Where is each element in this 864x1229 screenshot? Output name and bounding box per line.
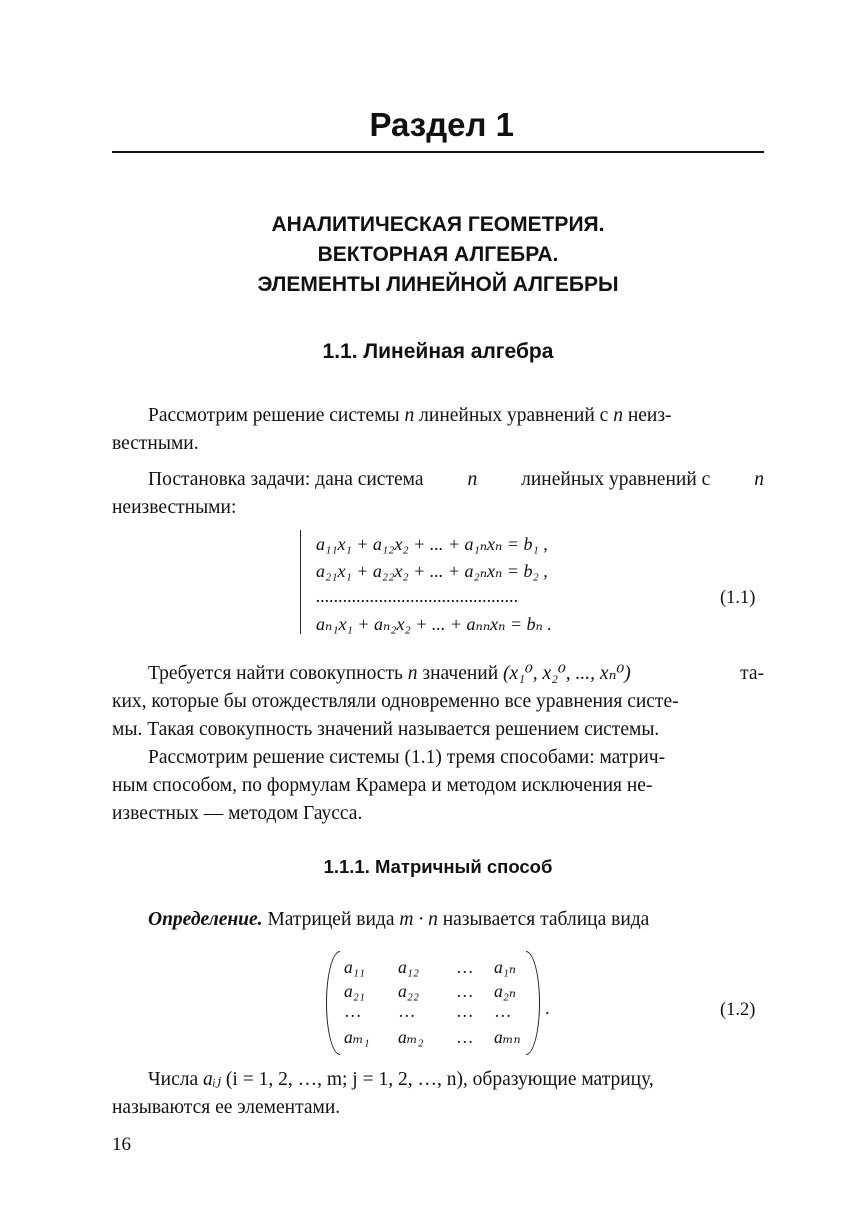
equation-number-1-2: (1.2): [720, 1000, 756, 1020]
p5-line2: называются ее элементами.: [112, 1097, 341, 1118]
p2-n-2: n: [754, 469, 764, 490]
p5-line1b: (i = 1, 2, …, m; j = 1, 2, …, n), образующие матрицу,: [225, 1069, 654, 1090]
p2-text-b: линейных уравнений с: [521, 469, 711, 490]
p4-line3: известных — методом Гаусса.: [112, 803, 363, 824]
p3-line1b: значений: [422, 663, 499, 684]
matrix-left-paren: [326, 951, 340, 1055]
p4-line2: ным способом, по формулам Крамера и методом исключения не-: [112, 775, 653, 796]
definition-text-a: Матрицей вида: [267, 909, 395, 930]
matrix-cell: a₁₁: [344, 957, 365, 977]
definition-label: Определение.: [148, 909, 263, 930]
p3-line1c: та-: [740, 663, 764, 684]
section-title: 1.1. Линейная алгебра: [322, 340, 554, 363]
p1-text-b: линейных уравнений с: [419, 405, 609, 426]
p2-text-a: Постановка задачи: дана система: [148, 469, 424, 490]
matrix-cell: …: [456, 1001, 475, 1021]
matrix-cell: aₘₙ: [494, 1027, 521, 1047]
matrix-right-paren: [526, 951, 540, 1055]
part-title: [112, 210, 764, 300]
part-title-line-2: ВЕКТОРНАЯ АЛГЕБРА.: [317, 243, 559, 266]
paragraph-intro: [112, 402, 764, 458]
paragraph-problem-statement: [112, 466, 764, 522]
matrix-cell: a₁ₙ: [494, 957, 516, 977]
equation-system: [300, 530, 600, 640]
definition-text-b: называется таблица вида: [442, 909, 650, 930]
definition-expr: m · n: [399, 909, 438, 930]
paragraph-elements: [112, 1066, 764, 1122]
matrix-cell: …: [398, 1001, 417, 1021]
chapter-title: Раздел 1: [369, 106, 514, 143]
matrix-cell: …: [456, 981, 475, 1001]
matrix-cell: a₂₂: [398, 981, 419, 1001]
p4-line1: Рассмотрим решение системы (1.1) тремя способами: матрич-: [148, 747, 666, 768]
equation-row-n: aₙ₁x₁ + aₙ₂x₂ + ... + aₙₙxₙ = bₙ .: [316, 614, 552, 634]
p3-tuple: (x₁⁰, x₂⁰, ..., xₙ⁰): [503, 663, 631, 684]
matrix: [326, 951, 546, 1055]
matrix-cell: …: [456, 1027, 475, 1047]
matrix-cell: …: [494, 1001, 513, 1021]
part-title-line-1: АНАЛИТИЧЕСКАЯ ГЕОМЕТРИЯ.: [271, 213, 605, 236]
part-title-line-3: ЭЛЕМЕНТЫ ЛИНЕЙНОЙ АЛГЕБРЫ: [257, 273, 619, 296]
p1-text-a: Рассмотрим решение системы: [148, 405, 400, 426]
matrix-cell: aₘ₂: [398, 1027, 424, 1047]
p2-n: n: [467, 469, 478, 490]
paragraph-definition: [112, 906, 764, 934]
p2-text-c: неизвестными:: [112, 497, 237, 518]
equation-row-1: a₁₁x₁ + a₁₂x₂ + ... + a₁ₙxₙ = b₁ ,: [316, 534, 548, 554]
p5-line1a: Числа: [148, 1069, 199, 1090]
matrix-cell: …: [344, 1001, 363, 1021]
chapter-rule: [112, 151, 764, 153]
p1-n: n: [404, 405, 415, 426]
matrix-cell: a₂₁: [344, 981, 365, 1001]
p3-line1a: Требуется найти совокупность: [148, 663, 403, 684]
p3-line2: ких, которые бы отождествляли одновременно все уравнения систе-: [112, 691, 679, 712]
equation-number-1-1: (1.1): [720, 588, 756, 608]
p5-aij: aᵢⱼ: [203, 1069, 222, 1090]
matrix-cell: a₂ₙ: [494, 981, 516, 1001]
equation-row-ellipsis: .............................................: [316, 586, 519, 606]
matrix-cell: aₘ₁: [344, 1027, 370, 1047]
page-number: 16: [112, 1134, 131, 1155]
p1-n-2: n: [613, 405, 623, 426]
p3-line3: мы. Такая совокупность значений называется решением системы.: [112, 719, 660, 740]
paragraph-methods: [112, 744, 764, 828]
matrix-cell: …: [456, 957, 475, 977]
paragraph-solution-definition: [112, 660, 764, 744]
equation-row-2: a₂₁x₁ + a₂₂x₂ + ... + a₂ₙxₙ = b₂ ,: [316, 561, 548, 581]
p1-text-d: вестными.: [112, 433, 199, 454]
p3-n: n: [407, 663, 418, 684]
matrix-trailing-period: .: [545, 998, 550, 1018]
p1-text-c: неиз-: [627, 405, 672, 426]
matrix-cell: a₁₂: [398, 957, 419, 977]
subsection-title: 1.1.1. Матричный способ: [323, 856, 553, 877]
